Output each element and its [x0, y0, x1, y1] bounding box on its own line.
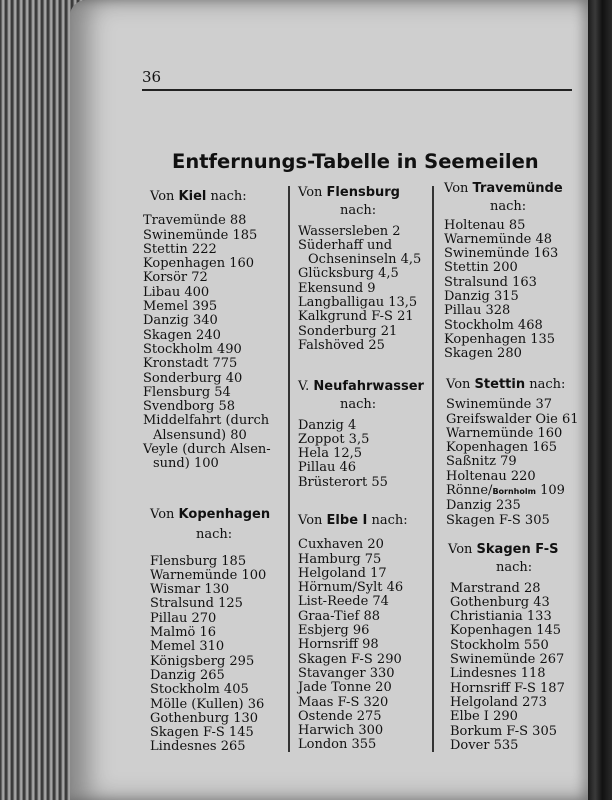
list-item: Greifswalder Oie 61: [446, 411, 579, 427]
heading-nach: nach:: [210, 189, 247, 204]
heading-nach: nach:: [196, 527, 233, 543]
list-item: Helgoland 273: [450, 694, 547, 710]
heading-place: Neufahrwasser: [313, 379, 424, 394]
list-item: Dover 535: [450, 737, 519, 753]
list-item: Stralsund 163: [444, 274, 537, 290]
heading-place: Stettin: [474, 377, 526, 392]
section-skagen: [448, 543, 565, 753]
section-travemuende: [444, 182, 563, 362]
list-item: Lindesnes 118: [450, 666, 546, 682]
list-item: Esbjerg 96: [298, 623, 370, 639]
list-item: Swinemünde 163: [444, 246, 559, 262]
section-kopenhagen: [150, 508, 270, 755]
list-item: Harwich 300: [298, 723, 384, 739]
distance-list: [446, 398, 579, 484]
list-item: Stavanger 330: [298, 665, 395, 681]
list-item: Warnemünde 48: [444, 231, 553, 247]
column-divider-left: [288, 186, 290, 752]
list-item: Ochseninseln 4,5: [308, 252, 422, 268]
list-item: Skagen F-S 290: [298, 651, 402, 667]
list-item: Flensburg 185: [150, 553, 247, 569]
list-item: Danzig 4: [298, 417, 357, 433]
list-item: Stockholm 468: [444, 317, 543, 333]
list-item: Stockholm 490: [143, 341, 242, 357]
heading-von: Von: [446, 377, 471, 392]
heading-place: Skagen F-S: [476, 542, 559, 557]
list-item: Stockholm 550: [450, 637, 549, 653]
heading-place: Flensburg: [326, 185, 400, 200]
heading-nach: nach:: [496, 560, 533, 576]
list-item: Danzig 315: [444, 289, 519, 305]
heading-nach: nach:: [529, 377, 566, 392]
list-item: Stettin 222: [143, 241, 217, 257]
list-item: Wassersleben 2: [298, 223, 401, 239]
heading-nach: nach:: [490, 199, 527, 215]
page-title: Entfernungs-Tabelle in Seemeilen: [172, 150, 539, 173]
list-item: Süderhaff und: [298, 237, 393, 253]
section-elbe: [298, 514, 408, 753]
section-flensburg: [298, 186, 421, 353]
distance-list: [298, 225, 421, 354]
list-item: Pillau 46: [298, 460, 357, 476]
heading-place: Elbe I: [326, 513, 368, 528]
distance-list: [298, 419, 424, 490]
list-item: Lindesnes 265: [150, 739, 246, 755]
list-item: Langballigau 13,5: [298, 295, 418, 311]
list-item: Memel 310: [150, 639, 225, 655]
column-divider-right: [432, 186, 434, 752]
list-item: Swinemünde 267: [450, 652, 565, 668]
list-item: Hamburg 75: [298, 551, 382, 567]
list-item: Christiania 133: [450, 609, 552, 625]
list-item: Pillau 270: [150, 610, 217, 626]
section-heading: [446, 378, 579, 392]
list-item: Kalkgrund F-S 21: [298, 309, 414, 325]
header-rule: [142, 89, 572, 91]
list-item: London 355: [298, 737, 377, 753]
list-item: Rönne/Bornholm 109: [446, 483, 565, 499]
list-item: Veyle (durch Alsen-: [143, 442, 271, 458]
list-item: Maas F-S 320: [298, 694, 389, 710]
list-item: Warnemünde 160: [446, 425, 563, 441]
list-item: Malmö 16: [150, 625, 217, 641]
heading-place: Kiel: [178, 189, 207, 204]
list-item: Kronstadt 775: [143, 356, 238, 372]
list-item: Skagen F-S 305: [446, 512, 550, 528]
list-item: Danzig 340: [143, 313, 218, 329]
distance-list: [446, 499, 579, 528]
list-item: Gothenburg 43: [450, 594, 550, 610]
list-item: Brüsterort 55: [298, 474, 388, 490]
distance-list: [298, 538, 408, 752]
heading-nach: nach:: [340, 397, 377, 413]
section-heading: [150, 508, 270, 522]
heading-place: Travemünde: [472, 181, 563, 196]
list-item: Hornsriff 98: [298, 637, 379, 653]
distance-list: [150, 555, 270, 755]
list-item: Kopenhagen 160: [143, 256, 255, 272]
list-item: Svendborg 58: [143, 399, 235, 415]
list-item: Wismar 130: [150, 582, 230, 598]
section-heading: [298, 514, 408, 528]
list-item: Kopenhagen 145: [450, 623, 562, 639]
list-item: Cuxhaven 20: [298, 537, 384, 553]
page-number: 36: [142, 68, 162, 86]
list-item: Middelfahrt (durch: [143, 413, 270, 429]
heading-von: Von: [444, 181, 469, 196]
list-item: Borkum F-S 305: [450, 723, 557, 739]
list-item: Memel 395: [143, 299, 218, 315]
section-heading: [150, 190, 271, 204]
distance-list: [450, 582, 565, 754]
heading-von: Von: [448, 542, 473, 557]
list-item: Skagen 240: [143, 327, 221, 343]
section-stettin: [446, 378, 579, 528]
list-item: Glücksburg 4,5: [298, 266, 399, 282]
list-item: Danzig 265: [150, 667, 225, 683]
distance-list: [444, 219, 563, 362]
heading-von: Von: [298, 185, 323, 200]
heading-von: Von: [150, 507, 175, 522]
section-heading: [448, 543, 565, 557]
section-heading: [298, 380, 424, 394]
list-item: Gothenburg 130: [150, 710, 259, 726]
list-item: Hornsriff F-S 187: [450, 680, 565, 696]
list-item: Skagen 280: [444, 346, 522, 362]
list-item: Hela 12,5: [298, 446, 363, 462]
section-heading: [298, 186, 421, 200]
list-item: Sonderburg 40: [143, 370, 243, 386]
list-item: Swinemünde 185: [143, 227, 258, 243]
list-item: Holtenau 85: [444, 217, 526, 233]
list-item: Helgoland 17: [298, 565, 387, 581]
list-item: Saßnitz 79: [446, 454, 517, 470]
list-item: Holtenau 220: [446, 468, 536, 484]
list-item: Stettin 200: [444, 260, 518, 276]
book-right-edge: [588, 0, 612, 800]
list-item: Hörnum/Sylt 46: [298, 580, 404, 596]
distance-list: [143, 214, 271, 471]
list-item: Ekensund 9: [298, 280, 376, 296]
list-item: Falshöved 25: [298, 337, 385, 353]
list-item: Korsör 72: [143, 270, 208, 286]
list-item: Ostende 275: [298, 708, 382, 724]
list-item: Libau 400: [143, 284, 210, 300]
heading-von: V.: [298, 379, 310, 394]
list-item: Travemünde 88: [143, 213, 247, 229]
list-item: Kopenhagen 165: [446, 440, 558, 456]
heading-nach: nach:: [340, 203, 377, 219]
list-item: Mölle (Kullen) 36: [150, 696, 265, 712]
list-item: Kopenhagen 135: [444, 331, 556, 347]
list-item: Graa-Tief 88: [298, 608, 381, 624]
list-item: Pillau 328: [444, 303, 511, 319]
list-item: Flensburg 54: [143, 384, 231, 400]
section-neufahrwasser: [298, 380, 424, 490]
list-item: sund) 100: [153, 456, 219, 472]
list-item: Königsberg 295: [150, 653, 255, 669]
list-item: Elbe I 290: [450, 709, 518, 725]
list-item: List-Reede 74: [298, 594, 389, 610]
list-item: Alsensund) 80: [153, 427, 247, 443]
list-item: Marstrand 28: [450, 580, 541, 596]
list-item: Stockholm 405: [150, 682, 249, 698]
heading-nach: nach:: [371, 513, 408, 528]
list-item: Warnemünde 100: [150, 567, 267, 583]
section-kiel: [143, 189, 271, 472]
heading-place: Kopenhagen: [178, 507, 271, 522]
list-item: Zoppot 3,5: [298, 431, 370, 447]
section-heading: [444, 182, 563, 196]
list-item: Stralsund 125: [150, 596, 243, 612]
list-item: Sonderburg 21: [298, 323, 398, 339]
list-item: Skagen F-S 145: [150, 725, 254, 741]
heading-von: Von: [298, 513, 323, 528]
list-item: Jade Tonne 20: [298, 680, 392, 696]
heading-von: Von: [150, 189, 175, 204]
list-item: Danzig 235: [446, 498, 521, 514]
list-item: Swinemünde 37: [446, 397, 553, 413]
